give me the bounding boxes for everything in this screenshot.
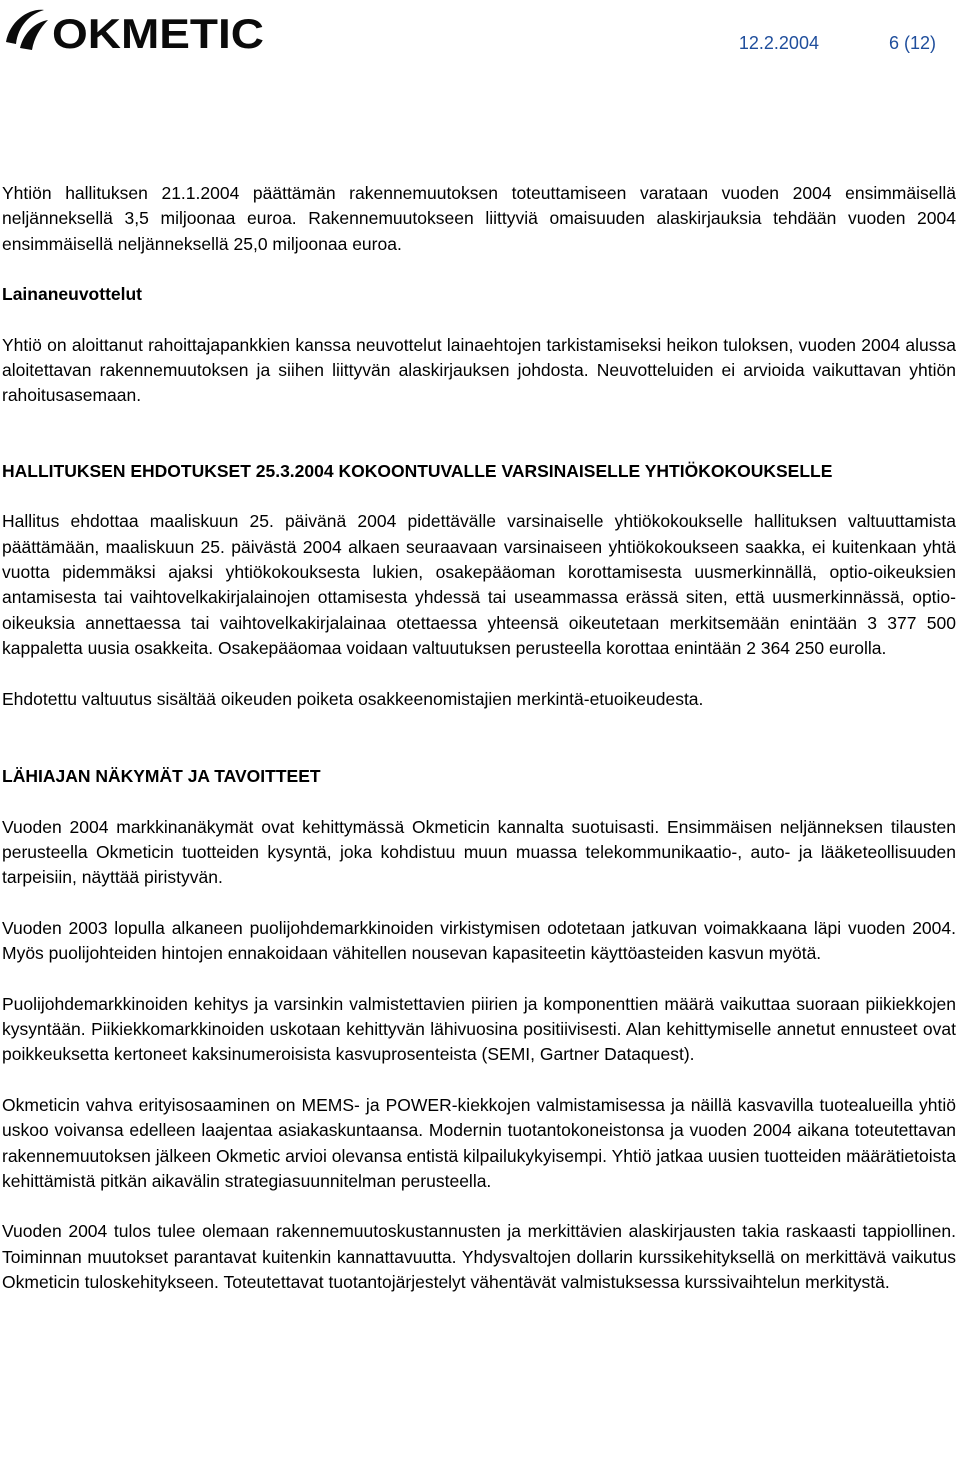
okmetic-logo-icon: [0, 4, 270, 56]
paragraph-outlook-competence: Okmeticin vahva erityisosaaminen on MEMS- ja POWER-kiekkojen valmistamisessa ja näillä kasvavilla tuotealueilla yhtiö uskoo voivansa edelleen laajentaa asiakaskuntaansa. Modernin tuotantokoneistonsa ja vuoden 2004 aikana toteutettavan rakennemuutoksen jälkeen Okmetic arvioi olevansa entistä kilpailukykyisempi. Yhtiö jatkaa uusien tuotteiden määrätietoista kehittämistä pitkän aikavälin strategiasuunnitelman perusteella.: [2, 1094, 956, 1191]
header-meta: [739, 33, 936, 54]
logo-wordmark: OKMETIC: [52, 10, 264, 56]
heading-board-proposals: HALLITUKSEN EHDOTUKSET 25.3.2004 KOKOONTUVALLE VARSINAISELLE YHTIÖKOKOUKSELLE: [2, 460, 833, 481]
paragraph-restructuring-costs: Yhtiön hallituksen 21.1.2004 päättämän rakennemuutoksen toteuttamiseen varataan vuoden 2004 ensimmäisellä neljänneksellä 3,5 miljoonaa euroa. Rakennemuutokseen liittyviä omaisuuden alaskirjauksia tehdään vuoden 2004 ensimmäisellä neljänneksellä 25,0 miljoonaa euroa.: [2, 183, 956, 254]
paragraph-loan-negotiations: Yhtiö on aloittanut rahoittajapankkien kanssa neuvottelut lainaehtojen tarkistamiseksi heikon tuloksen, vuoden 2004 alussa aloitettavan rakennemuutoksen ja siihen liittyvän alaskirjauksen johdosta. Neuvotteluiden ei arvioida vaikuttavan yhtiön rahoitusasemaan.: [2, 334, 956, 406]
paragraph-authorization: Ehdotettu valtuutus sisältää oikeuden poiketa osakkeenomistajien merkintä-etuoikeudesta.: [2, 688, 704, 709]
heading-outlook: LÄHIAJAN NÄKYMÄT JA TAVOITTEET: [2, 766, 321, 787]
page-header: [0, 0, 960, 60]
document-date: 12.2.2004: [738, 33, 819, 53]
paragraph-outlook-semiconductor: Vuoden 2003 lopulla alkaneen puolijohdemarkkinoiden virkistymisen odotetaan jatkuvan voimakkaana läpi vuoden 2004. Myös puolijohteiden hintojen ennakoidaan vähitellen nousevan kapasiteetin käyttöasteiden kasvun myötä.: [2, 917, 956, 964]
paragraph-board-proposals: Hallitus ehdottaa maaliskuun 25. päivänä 2004 pidettävälle varsinaiselle yhtiökokoukselle hallituksen valtuuttamista päättämään, maaliskuun 25. päivästä 2004 alkaen seuraavaan varsinaiseen yhtiökokoukseen saakka, ei kuitenkaan yhtä vuotta pidemmäksi ajaksi yhtiökokouksesta lukien, osakepääoman korottamisesta uusmerkinnällä, optio-oikeuksien antamisesta tai vaihtovelkakirjalainojen ottamisesta yhdessä tai useammassa erässä siten, että uusmerkinnässä, optio-oikeuksia annettaessa tai vaihtovelkakirjalainaa otettaessa yhteensä oikeutetaan merkitsemään enintään 3 377 500 kappaletta uusia osakkeita. Osakepääomaa voidaan valtuutuksen perusteella korottaa enintään 2 364 250 eurolla.: [2, 511, 956, 659]
paragraph-outlook-market: Vuoden 2004 markkinanäkymät ovat kehittymässä Okmeticin kannalta suotuisasti. Ensimmäisen neljänneksen tilausten perusteella Okmeticin tuotteiden kysyntä, joka kohdistuu muun muassa telekommunikaatio-, auto- ja lääketeollisuuden tarpeisiin, näyttää piristyvän.: [2, 816, 956, 888]
paragraph-outlook-wafer-demand: Puolijohdemarkkinoiden kehitys ja varsinkin valmistettavien piirien ja komponenttien määrä vaikuttaa suoraan piikiekkojen kysyntään. Piikiekkomarkkinoiden uskotaan kehittyvän lähivuosina positiivisesti. Alan kehittymiselle annetut ennusteet ovat poikkeuksetta kertoneet kaksinumeroisista kasvuprosenteista (SEMI, Gartner Dataquest).: [2, 993, 956, 1065]
paragraph-outlook-result: Vuoden 2004 tulos tulee olemaan rakennemuutoskustannusten ja merkittävien alaskirjausten takia raskaasti tappiollinen. Toiminnan muutokset parantavat kuitenkin kannattavuutta. Yhdysvaltojen dollarin kurssikehityksellä on merkittävä vaikutus Okmeticin tuloskehitykseen. Toteutettavat tuotantojärjestelyt vähentävät valmistuksessa kurssivaihtelun merkitystä.: [2, 1221, 956, 1293]
heading-loan-negotiations: Lainaneuvottelut: [2, 284, 143, 305]
page-number: 6 (12): [888, 33, 936, 53]
document-body: [2, 181, 956, 1296]
